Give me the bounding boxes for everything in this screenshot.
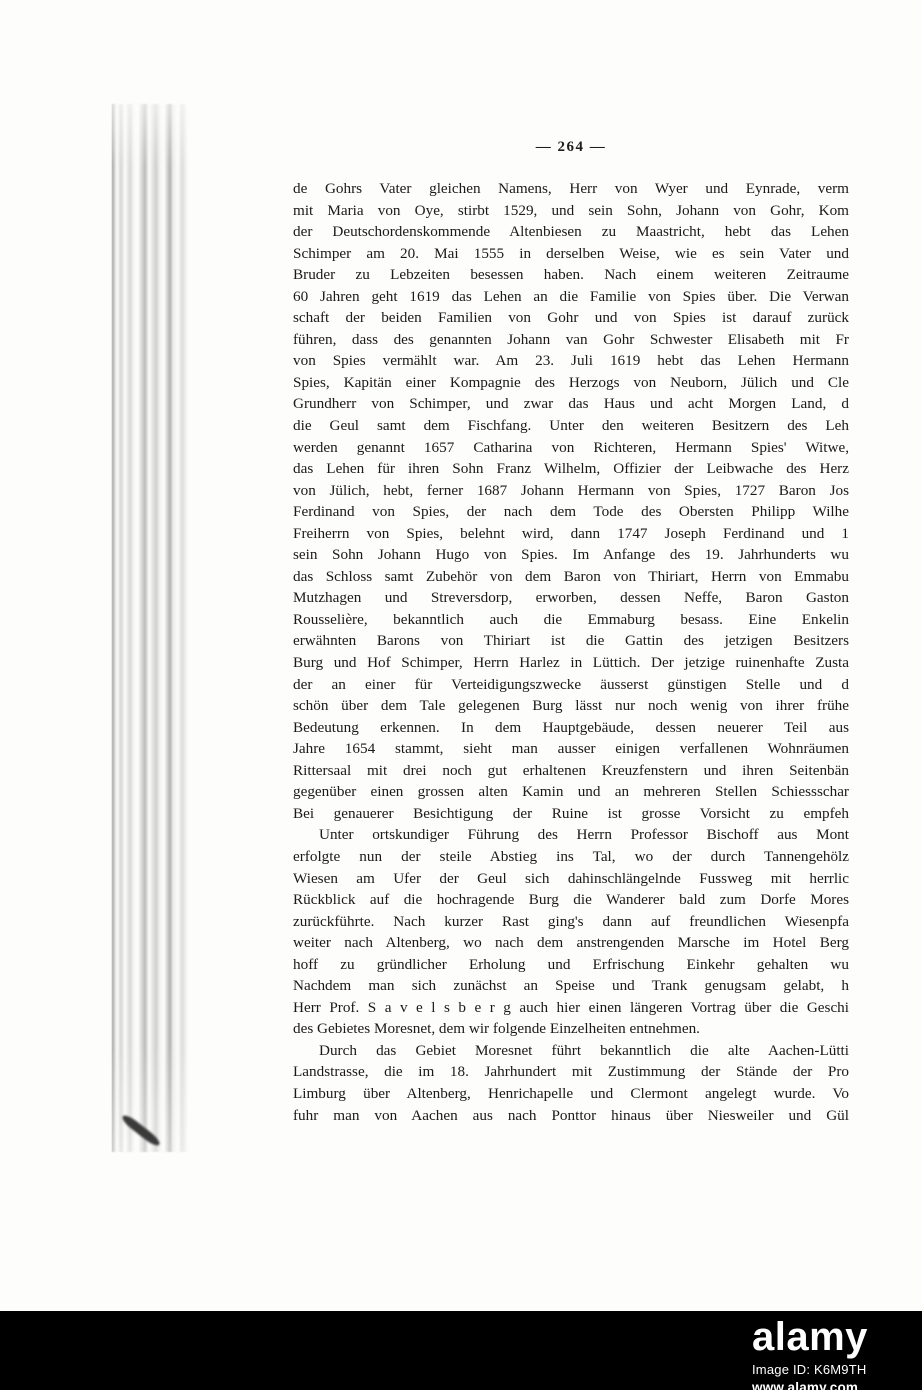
- text-line: die Geul samt dem Fischfang. Unter den weiteren Besitzern des Leh: [293, 417, 849, 435]
- text-line: von Spies vermählt war. Am 23. Juli 1619 hebt das Lehen Hermann: [293, 352, 849, 370]
- text-line: schaft der beiden Familien von Gohr und von Spies ist darauf zurück: [293, 309, 849, 327]
- text-line: gegenüber einen grossen alten Kamin und an mehreren Stellen Schiessschar: [293, 783, 849, 801]
- text-line: hoff zu gründlicher Erholung und Erfrischung Einkehr gehalten wu: [293, 955, 849, 973]
- alamy-watermark-bar: [0, 1311, 922, 1395]
- text-line: des Gebietes Moresnet, dem wir folgende Einzelheiten entnehmen.: [293, 1020, 700, 1038]
- text-line: Wiesen am Ufer der Geul sich dahinschlängelnde Fussweg mit herrlic: [293, 869, 849, 887]
- text-line: Grundherr von Schimper, und zwar das Haus und acht Morgen Land, d: [293, 395, 849, 413]
- text-line: von Jülich, hebt, ferner 1687 Johann Hermann von Spies, 1727 Baron Jos: [293, 481, 849, 499]
- text-line: 60 Jahren geht 1619 das Lehen an die Familie von Spies über. Die Verwan: [293, 287, 849, 305]
- text-line: Durch das Gebiet Moresnet führt bekanntlich die alte Aachen-Lütti: [319, 1041, 849, 1059]
- text-line: das Schloss samt Zubehör von dem Baron von Thiriart, Herrn von Emmabu: [293, 567, 849, 585]
- text-line: Landstrasse, die im 18. Jahrhundert mit Zustimmung der Stände der Pro: [293, 1063, 849, 1081]
- text-line: Rousselière, bekanntlich auch die Emmaburg besass. Eine Enkelin: [293, 610, 849, 628]
- text-line: weiter nach Altenberg, wo nach dem anstrengenden Marsche im Hotel Berg: [293, 934, 849, 952]
- text-line: Rückblick auf die hochragende Burg die Wanderer bald zum Dorfe Mores: [293, 891, 849, 909]
- book-gutter-scan-artifact: [112, 104, 188, 1152]
- text-line: Herr Prof. S a v e l s b e r g auch hier einen längeren Vortrag über die Geschi: [293, 998, 849, 1016]
- text-line: Burg und Hof Schimper, Herrn Harlez in Lüttich. Der jetzige ruinenhafte Zusta: [293, 654, 849, 672]
- text-line: Rittersaal mit drei noch gut erhaltenen Kreuzfenstern und ihren Seitenbän: [293, 761, 849, 779]
- text-line: de Gohrs Vater gleichen Namens, Herr von Wyer und Eynrade, verm: [293, 180, 849, 197]
- page-number: — 264 —: [535, 139, 607, 155]
- text-line: Bruder zu Lebzeiten besessen haben. Nach einem weiteren Zeitraume: [293, 266, 849, 284]
- text-line: Unter ortskundiger Führung des Herrn Professor Bischoff aus Mont: [319, 826, 849, 844]
- text-line: erwähnten Barons von Thiriart ist die Gattin des jetzigen Besitzers: [293, 632, 849, 650]
- text-line: Freiherrn von Spies, belehnt wird, dann 1747 Joseph Ferdinand und 1: [293, 524, 849, 542]
- image-id-label: Image ID: K6M9TH: [752, 1362, 867, 1377]
- text-block: [293, 178, 849, 1126]
- text-line: Spies, Kapitän einer Kompagnie des Herzogs von Neuborn, Jülich und Cle: [293, 373, 849, 391]
- text-line: Schimper am 20. Mai 1555 in derselben Weise, wie es sein Vater und: [293, 244, 849, 262]
- text-line: sein Sohn Johann Hugo von Spies. Im Anfange des 19. Jahrhunderts wu: [293, 546, 849, 564]
- text-line: Jahre 1654 stammt, sieht man ausser einigen verfallenen Wohnräumen: [293, 740, 849, 758]
- text-line: schön über dem Tale gelegenen Burg lässt nur noch wenig von ihrer frühe: [293, 697, 849, 715]
- text-line: mit Maria von Oye, stirbt 1529, und sein Sohn, Johann von Gohr, Kom: [293, 201, 849, 219]
- text-line: Limburg über Altenberg, Henrichapelle und Clermont angelegt wurde. Vo: [293, 1084, 849, 1102]
- alamy-logo: alamy: [752, 1315, 868, 1359]
- text-line: das Lehen für ihren Sohn Franz Wilhelm, Offizier der Leibwache des Herz: [293, 460, 849, 478]
- text-line: Nachdem man sich zunächst an Speise und Trank genugsam gelabt, h: [293, 977, 849, 995]
- text-line: fuhr man von Aachen aus nach Ponttor hinaus über Niesweiler und Gül: [293, 1106, 849, 1124]
- text-line: Bei genauerer Besichtigung der Ruine ist grosse Vorsicht zu empfeh: [293, 804, 849, 822]
- text-line: führen, dass des genannten Johann van Gohr Schwester Elisabeth mit Fr: [293, 330, 849, 348]
- text-line: Mutzhagen und Streversdorp, erworben, dessen Neffe, Baron Gaston: [293, 589, 849, 607]
- text-line: der Deutschordenskommende Altenbiesen zu Maastricht, hebt das Lehen: [293, 223, 849, 241]
- alamy-watermark-block: [752, 1317, 868, 1395]
- text-line: erfolgte nun der steile Abstieg ins Tal, wo der durch Tannengehölz: [293, 847, 849, 865]
- text-line: der an einer für Verteidigungszwecke äusserst günstigen Stelle und d: [293, 675, 849, 693]
- text-line: Bedeutung erkennen. In dem Hauptgebäude, dessen neuerer Teil aus: [293, 718, 849, 736]
- text-line: zurückführte. Nach kurzer Rast ging's dann auf freundlichen Wiesenpfa: [293, 912, 849, 930]
- text-line: Ferdinand von Spies, der nach dem Tode des Obersten Philipp Wilhe: [293, 503, 849, 521]
- text-line: werden genannt 1657 Catharina von Richteren, Hermann Spies' Witwe,: [293, 438, 849, 456]
- alamy-url: www.alamy.com: [752, 1380, 859, 1395]
